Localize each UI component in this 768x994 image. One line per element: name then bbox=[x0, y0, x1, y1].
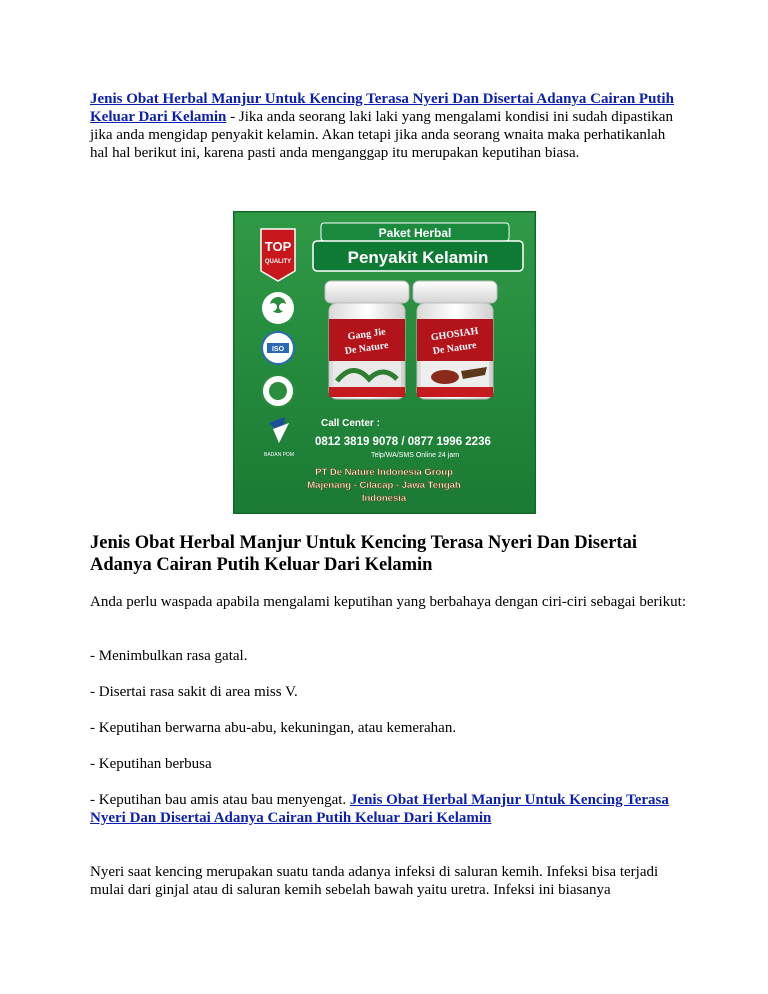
list-item: - Keputihan berwarna abu-abu, kekuningan, atau kemerahan. bbox=[90, 720, 457, 736]
intro-text: - Jika anda seorang laki laki yang mengalami kondisi ini sudah dipastikan jika anda mengidap penyakit kelamin. Akan tetapi jika anda seorang wnaita maka perhatikanlah hal hal berikut ini, karena pasti anda menganggap itu merupakan keputihan biasa. bbox=[90, 109, 673, 161]
top-quality-badge-icon bbox=[261, 229, 295, 281]
svg-text:De Nature: De Nature bbox=[432, 340, 478, 358]
svg-text:De Nature: De Nature bbox=[344, 340, 390, 358]
phone-note: Telp/WA/SMS Online 24 jam bbox=[370, 452, 460, 459]
product-image bbox=[233, 211, 536, 514]
jar-right-icon bbox=[413, 281, 497, 399]
list-item: - Keputihan berbusa bbox=[90, 756, 212, 772]
svg-text:GHOSIAH: GHOSIAH bbox=[430, 325, 480, 344]
phone-numbers: 0812 3819 9078 / 0877 1996 2236 bbox=[315, 436, 491, 448]
iso-badge-icon bbox=[262, 332, 294, 364]
svg-text:QUALITY: QUALITY bbox=[264, 259, 292, 265]
company-line2: Majenang - Cilacap - Jawa Tengah bbox=[307, 480, 461, 491]
svg-text:Gang Jie: Gang Jie bbox=[347, 326, 387, 343]
svg-text:TOP: TOP bbox=[264, 239, 292, 254]
call-center-label: Call Center : bbox=[321, 418, 380, 429]
banner-top: Paket Herbal bbox=[378, 226, 452, 240]
list-item: - Menimbulkan rasa gatal. bbox=[90, 648, 248, 664]
article-heading: Jenis Obat Herbal Manjur Untuk Kencing Terasa Nyeri Dan Disertai Adanya Cairan Putih Keluar Dari Kelamin bbox=[90, 533, 637, 575]
list-item-text: - Keputihan bau amis atau bau menyengat. bbox=[90, 792, 350, 808]
warning-paragraph: Anda perlu waspada apabila mengalami keputihan yang berbahaya dengan ciri-ciri sebagai berikut: bbox=[90, 594, 687, 610]
company-line1: PT De Nature Indonesia Group bbox=[315, 467, 453, 478]
banner bbox=[313, 223, 523, 271]
de-nature-logo-icon bbox=[262, 292, 294, 324]
list-item: - Disertai rasa sakit di area miss V. bbox=[90, 684, 298, 700]
closing-paragraph: Nyeri saat kencing merupakan suatu tanda adanya infeksi di saluran kemih. Infeksi bisa terjadi mulai dari ginjal atau di saluran kemih sebelah bawah yaitu uretra. Infeksi ini biasanya bbox=[90, 864, 659, 898]
svg-text:BADAN POM: BADAN POM bbox=[263, 452, 295, 458]
article-link[interactable]: Jenis Obat Herbal Manjur Untuk Kencing Terasa Nyeri Dan Disertai Adanya Cairan Putih Keluar Dari Kelamin bbox=[90, 792, 669, 826]
jar-left-icon bbox=[325, 281, 409, 399]
intro-link[interactable]: Jenis Obat Herbal Manjur Untuk Kencing Terasa Nyeri Dan Disertai Adanya Cairan Putih Keluar Dari Kelamin bbox=[90, 91, 674, 125]
svg-text:ISO: ISO bbox=[271, 346, 285, 353]
company-line3: Indonesia bbox=[361, 493, 407, 504]
intro-paragraph bbox=[90, 90, 680, 162]
banner-main: Penyakit Kelamin bbox=[347, 248, 489, 267]
list-item-with-link bbox=[90, 791, 682, 827]
halal-badge-icon bbox=[262, 375, 294, 407]
